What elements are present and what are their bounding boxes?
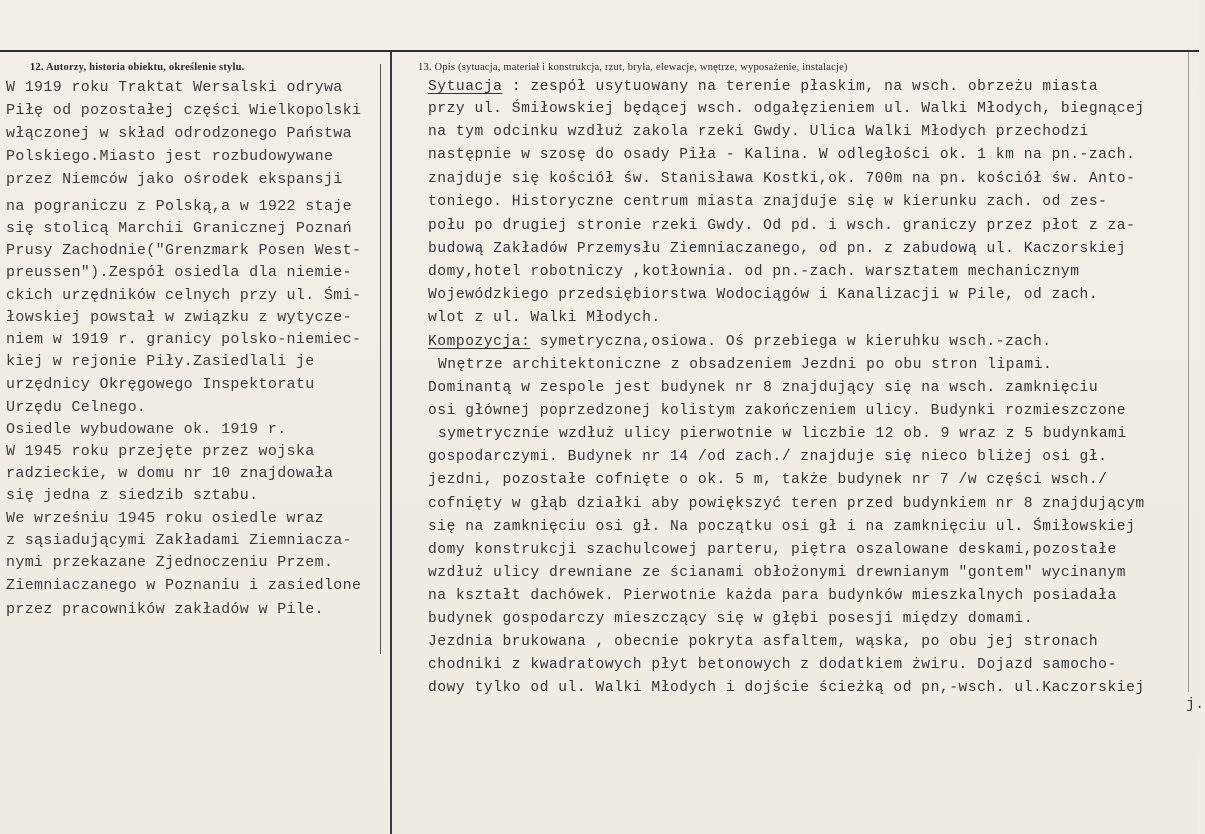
section-12-line: Ziemniaczanego w Poznaniu i zasiedlone	[6, 577, 362, 594]
section-12-line: na pograniczu z Polską,a w 1922 staje	[6, 198, 353, 215]
section-13-line: domy konstrukcji szachulcowej parteru, piętra oszalowane deskami,pozostałe	[428, 542, 1117, 558]
section-13-line: dowy tylko od ul. Walki Młodych i dojście ścieżką od pn,-wsch. ul.Kaczorskiej	[428, 680, 1145, 696]
section-12-line: radzieckie, w domu nr 10 znajdowała	[6, 465, 334, 482]
section-13-line: Wnętrze architektoniczne z obsadzeniem Jezdni po obu stron lipami.	[438, 357, 1053, 373]
section-12-line: W 1919 roku Traktat Wersalski odrywa	[6, 79, 343, 96]
section-13-line: gospodarczymi. Budynek nr 14 /od zach./ znajduje się nieco bliżej osi gł.	[428, 449, 1108, 465]
section-12-line: z sąsiadującymi Zakładami Ziemniacza-	[6, 532, 353, 549]
sytuacja-label: Sytuacja	[428, 79, 503, 95]
section-13-line: budową Zakładów Przemysłu Ziemniaczanego, od pn. z zabudową ul. Kaczorskiej	[428, 241, 1127, 257]
section-13-line: jezdni, pozostałe cofnięte o ok. 5 m, także budynek nr 7 /w części wsch./	[428, 472, 1108, 488]
section-12-line: urzędnicy Okręgowego Inspektoratu	[6, 376, 315, 393]
section-13-line: się na zamknięciu osi gł. Na początku osi gł i na zamknięciu ul. Śmiłowskiej	[428, 519, 1136, 535]
section-13-line: symetrycznie wzdłuż ulicy pierwotnie w liczbie 12 ob. 9 wraz z 5 budynkami	[438, 426, 1127, 442]
right-margin-line	[1188, 52, 1189, 692]
section-13-line: na kształt dachówek. Pierwotnie każda para budynków mieszkalnych posiadała	[428, 588, 1117, 604]
section-13-line: połu po drugiej stronie rzeki Gwdy. Od pd. i wsch. graniczy przez płot z za-	[428, 218, 1136, 234]
section-13-line: wzdłuż ulicy drewniane ze ścianami obłożonymi drewnianym "gontem" wycinanym	[428, 565, 1127, 581]
section-13-line: następnie w szosę do osady Piła - Kalina. W odległości ok. 1 km na pn.-zach.	[428, 147, 1136, 163]
section-13-line: budynek gospodarczy mieszczący się w głębi posesji między domami.	[428, 611, 1033, 627]
section-12-line: W 1945 roku przejęte przez wojska	[6, 443, 315, 460]
section-13-line: na tym odcinku wzdłuż zakola rzeki Gwdy. Ulica Walki Młodych przechodzi	[428, 124, 1089, 140]
section-12-heading: 12. Autorzy, historia obiektu, określenie stylu.	[30, 62, 245, 73]
section-13-line: Jezdnia brukowana , obecnie pokryta asfaltem, wąska, po obu jej stronach	[428, 634, 1099, 650]
section-13-line: domy,hotel robotniczy ,kotłownia. od pn.-zach. warsztatem mechanicznym	[428, 264, 1080, 280]
section-12-line: Piłę od pozostałej części Wielkopolski	[6, 102, 362, 119]
section-12-line: się jedna z siedzib sztabu.	[6, 487, 259, 504]
section-13-line: chodniki z kwadratowych płyt betonowych z dodatkiem żwiru. Dojazd samocho-	[428, 657, 1117, 673]
section-12-line: się stolicą Marchii Granicznej Poznań	[6, 220, 353, 237]
top-rule	[0, 50, 1199, 52]
section-12-line: łowskiej powstał w związku z wytycze-	[6, 309, 353, 326]
section-12-line: Polskiego.Miasto jest rozbudowywane	[6, 148, 334, 165]
kompozycja-label: Kompozycja:	[428, 334, 531, 350]
column-margin-line	[380, 64, 381, 654]
section-13-line: j.	[1186, 697, 1205, 713]
section-13-line: Wojewódzkiego przedsiębiorstwa Wodociągów i Kanalizacji w Pile, od zach.	[428, 287, 1099, 303]
section-12-line: przez Niemców jako ośrodek ekspansji	[6, 171, 343, 188]
section-13-line: przy ul. Śmiłowskiej będącej wsch. odgałęzieniem ul. Walki Młodych, biegnącej	[428, 101, 1145, 117]
section-12-line: nymi przekazane Zjednoczeniu Przem.	[6, 554, 334, 571]
section-13-line: znajduje się kościół św. Stanisława Kostki,ok. 700m na pn. kościół św. Anto-	[428, 171, 1136, 187]
section-13-line-text: : zespół usytuowany na terenie płaskim, na wsch. obrzeżu miasta	[502, 79, 1099, 95]
section-12-line: Osiedle wybudowane ok. 1919 r.	[6, 421, 287, 438]
column-divider	[390, 52, 392, 834]
section-13-line: toniego. Historyczne centrum miasta znajduje się w kierunku zach. od zes-	[428, 194, 1108, 210]
section-12-line: włączonej w skład odrodzonego Państwa	[6, 125, 353, 142]
section-13-line	[428, 79, 1098, 95]
section-13-line: cofnięty w głąb działki aby powiększyć teren przed budynkiem nr 8 znajdującym	[428, 496, 1145, 512]
section-13-line-text: symetryczna,osiowa. Oś przebiega w kieruhku wsch.-zach.	[530, 334, 1052, 350]
section-12-line: We wrześniu 1945 roku osiedle wraz	[6, 510, 324, 527]
section-13-line	[428, 334, 1052, 350]
section-12-line: kiej w rejonie Piły.Zasiedlali je	[6, 353, 315, 370]
section-12-line: ckich urzędników celnych przy ul. Śmi-	[6, 287, 362, 304]
section-12-line: przez pracowników zakładów w Pile.	[6, 601, 324, 618]
section-13-line: wlot z ul. Walki Młodych.	[428, 310, 661, 326]
section-12-line: Prusy Zachodnie("Grenzmark Posen West-	[6, 242, 362, 259]
section-13-line: Dominantą w zespole jest budynek nr 8 znajdujący się na wsch. zamknięciu	[428, 380, 1099, 396]
section-12-line: niem w 1919 r. granicy polsko-niemiec-	[6, 331, 362, 348]
section-12-line: preussen").Zespół osiedla dla niemie-	[6, 264, 353, 281]
section-13-line: osi głównej poprzedzonej kolistym zakończeniem ulicy. Budynki rozmieszczone	[428, 403, 1127, 419]
section-13-heading: 13. Opis (sytuacja, materiał i konstrukcja, rzut, bryła, elewacje, wnętrze, wyposażenie, instalacje)	[418, 62, 848, 73]
section-12-line: Urzędu Celnego.	[6, 399, 147, 416]
